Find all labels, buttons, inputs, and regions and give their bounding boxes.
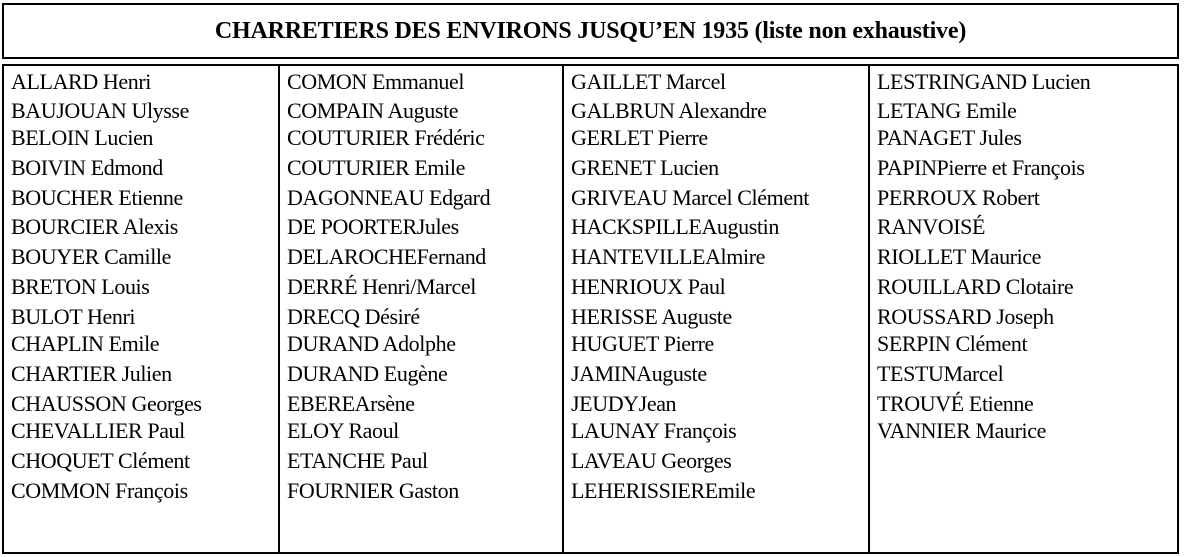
name-entry: LESTRINGAND Lucien	[877, 69, 1091, 94]
name-entry: HERISSE Auguste	[571, 304, 732, 329]
name-entry: EBEREArsène	[287, 391, 415, 416]
name-entry: SERPIN Clément	[877, 331, 1028, 356]
name-entry: COMMON François	[11, 478, 188, 503]
name-entry: COUTURIER Emile	[287, 155, 465, 180]
name-entry: COMON Emmanuel	[287, 69, 465, 94]
name-entry: HENRIOUX Paul	[571, 274, 726, 299]
name-entry: HANTEVILLEAlmire	[571, 244, 765, 269]
name-entry: CHEVALLIER Paul	[11, 418, 185, 443]
name-entry: DELAROCHEFernand	[287, 244, 486, 269]
name-entry: HUGUET Pierre	[571, 331, 714, 356]
name-entry: PANAGET Jules	[877, 125, 1022, 150]
name-entry: LEHERISSIEREmile	[571, 478, 756, 503]
page-title: CHARRETIERS DES ENVIRONS JUSQU’EN 1935 (liste non exhaustive)	[214, 17, 967, 44]
names-column-4	[868, 66, 1177, 552]
names-column-1	[4, 66, 278, 552]
names-column-3	[562, 66, 868, 552]
name-entry: RANVOISÉ	[877, 214, 986, 239]
name-entry: JEUDYJean	[571, 391, 677, 416]
name-entry: COUTURIER Frédéric	[287, 125, 485, 150]
name-entry: DURAND Adolphe	[287, 331, 456, 356]
name-entry: BELOIN Lucien	[11, 125, 154, 150]
name-entry: HACKSPILLEAugustin	[571, 214, 779, 239]
name-entry: ELOY Raoul	[287, 418, 399, 443]
name-entry: DE POORTERJules	[287, 214, 459, 239]
name-entry: CHOQUET Clément	[11, 448, 190, 473]
name-entry: CHAPLIN Emile	[11, 331, 160, 356]
name-entry: GALBRUN Alexandre	[571, 98, 767, 123]
name-entry: ALLARD Henri	[11, 69, 152, 94]
name-entry: BAUJOUAN Ulysse	[11, 98, 189, 123]
name-entry: DURAND Eugène	[287, 361, 448, 386]
name-entry: LETANG Emile	[877, 98, 1017, 123]
names-table	[2, 64, 1179, 554]
name-entry: CHAUSSON Georges	[11, 391, 202, 416]
name-entry: LAUNAY François	[571, 418, 737, 443]
name-entry: VANNIER Maurice	[877, 418, 1046, 443]
name-entry: COMPAIN Auguste	[287, 98, 459, 123]
name-entry: GERLET Pierre	[571, 125, 708, 150]
name-entry: GRENET Lucien	[571, 155, 719, 180]
name-entry: DRECQ Désiré	[287, 304, 420, 329]
name-entry: TROUVÉ Etienne	[877, 391, 1034, 416]
name-entry: ROUILLARD Clotaire	[877, 274, 1074, 299]
name-entry: BOIVIN Edmond	[11, 155, 163, 180]
name-entry: CHARTIER Julien	[11, 361, 172, 386]
name-entry: TESTUMarcel	[877, 361, 1004, 386]
name-entry: BOUCHER Etienne	[11, 185, 183, 210]
name-entry: ROUSSARD Joseph	[877, 304, 1054, 329]
names-column-2	[278, 66, 562, 552]
name-entry: BOURCIER Alexis	[11, 214, 178, 239]
name-entry: JAMINAuguste	[571, 361, 707, 386]
name-entry: RIOLLET Maurice	[877, 244, 1042, 269]
name-entry: LAVEAU Georges	[571, 448, 732, 473]
name-entry: DAGONNEAU Edgard	[287, 185, 491, 210]
name-entry: FOURNIER Gaston	[287, 478, 459, 503]
name-entry: PAPINPierre et François	[877, 155, 1085, 180]
title-box	[2, 3, 1179, 59]
name-entry: BULOT Henri	[11, 304, 136, 329]
name-entry: BRETON Louis	[11, 274, 150, 299]
name-entry: DERRÉ Henri/Marcel	[287, 274, 476, 299]
name-entry: GRIVEAU Marcel Clément	[571, 185, 810, 210]
name-entry: ETANCHE Paul	[287, 448, 428, 473]
name-entry: PERROUX Robert	[877, 185, 1040, 210]
name-entry: GAILLET Marcel	[571, 69, 726, 94]
name-entry: BOUYER Camille	[11, 244, 172, 269]
